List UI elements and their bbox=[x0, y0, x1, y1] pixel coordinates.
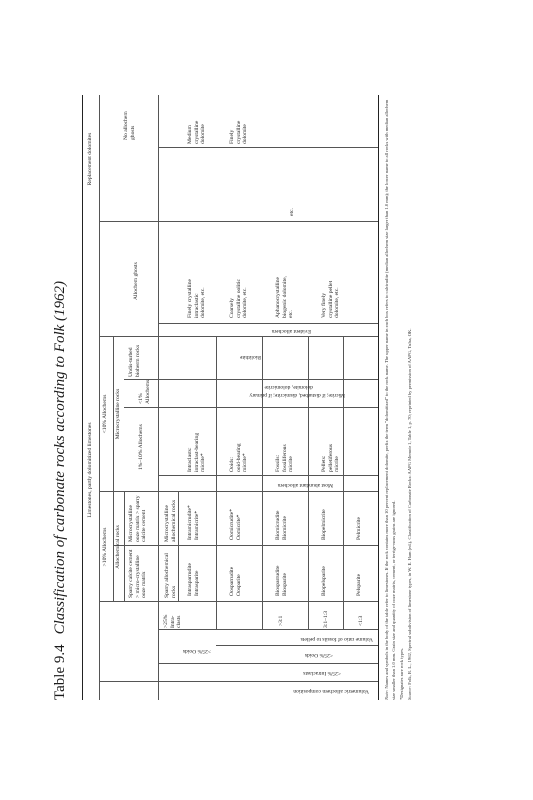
column-rule bbox=[158, 663, 378, 664]
micro-col-pellets: Pellets: pelletiferous micrite bbox=[321, 444, 341, 472]
label-dolomite-dolomicrite: dolomite, dolomicrite bbox=[264, 384, 313, 390]
column-rule bbox=[99, 336, 378, 337]
table-title-text: Classification of carbonate rocks according to Folk (1962) bbox=[52, 280, 68, 635]
column-rule bbox=[158, 323, 378, 324]
replacement-etc: etc. bbox=[289, 208, 295, 216]
asterisk-note: *Designates rare rock types. bbox=[398, 647, 404, 700]
sparry-row-fossils: Biosparrudite Biosparite bbox=[275, 565, 288, 596]
header-replacement-dolomites: Replacement dolomites bbox=[87, 132, 93, 186]
header-microcrystalline-rocks: Microcrystalline rocks bbox=[115, 388, 121, 440]
micro-row-intraclasts: Intramicrudite* Intramicrite* bbox=[187, 505, 200, 540]
micro-row-biopel: Biopelmicrite bbox=[321, 509, 327, 540]
no-ghost-row-2: Finely crystalline dolomite bbox=[229, 120, 249, 144]
header-rule bbox=[99, 95, 100, 700]
column-rule bbox=[99, 221, 378, 222]
label-ratio-lt13: <1:3 bbox=[358, 615, 364, 626]
micro-row-fossils: Biomicrudite Biomicrite bbox=[275, 510, 288, 540]
note-label: Note: bbox=[384, 689, 389, 700]
note-paragraph bbox=[384, 95, 398, 700]
sparry-row-intraclasts: Intrasparrudite Intrasparite bbox=[187, 563, 200, 596]
column-rule bbox=[99, 491, 378, 492]
header-gt10-allochems: >10% Allochems bbox=[102, 527, 108, 567]
micro-col-fossils: Fossils: fossiliferous micrite bbox=[275, 444, 295, 472]
header-rule bbox=[178, 492, 179, 602]
header-micro-matrix: Microcrystalline ooze matrix > sparry calcite cement bbox=[128, 495, 148, 542]
label-lt25-intraclasts: <25% Intraclasts bbox=[303, 670, 341, 676]
sparry-row-biopel: Biopelsparite bbox=[321, 566, 327, 596]
label-biolithite: Biolithite bbox=[239, 354, 261, 360]
column-rule bbox=[113, 545, 378, 546]
row-rule bbox=[343, 337, 344, 630]
replacement-row-2: Coarsely crystalline oolitic dolomite, etc. bbox=[229, 279, 249, 318]
source-label: Source: bbox=[406, 685, 412, 700]
label-lt25-ooids: <25% Ooids bbox=[304, 652, 333, 658]
header-sparry-allochemical-rocks: Sparry allochemical rocks bbox=[164, 553, 177, 598]
label-ratio-mid: 3:1–1:3 bbox=[323, 610, 329, 628]
folk-classification-table bbox=[82, 95, 379, 700]
label-most-abundant-allochem: Most abundant allochem bbox=[277, 482, 333, 488]
label-volume-ratio: Volume ratio of fossils to pellets bbox=[300, 636, 373, 642]
header-sparry-cement: Sparry calcite cement > micro-crystalline ooze matrix bbox=[128, 549, 148, 598]
header-no-allochem-ghosts: No allochem ghosts bbox=[123, 111, 136, 140]
column-rule bbox=[99, 681, 378, 682]
replacement-row-1: Finely crystalline intraclastic dolomite, etc. bbox=[187, 279, 207, 318]
column-rule bbox=[158, 475, 378, 476]
no-ghost-row-1: Medium crystalline dolomite bbox=[187, 120, 207, 144]
sparry-row-ooids: Oosparrudite Oosparite bbox=[229, 566, 242, 596]
column-rule bbox=[158, 629, 378, 630]
column-rule bbox=[158, 147, 378, 148]
label-gt25-intraclasts: >25% Intra-clasts bbox=[163, 614, 183, 628]
header-lt1-allochems: <1% Allochems bbox=[138, 379, 151, 404]
header-allochemical-rocks: Allochemical rocks bbox=[115, 525, 121, 569]
micro-col-ooids: Ooids: ooid-bearing micrite* bbox=[229, 443, 249, 472]
replacement-row-3: Aphanocrystalline biogenic dolomite, etc. bbox=[275, 276, 295, 318]
column-rule bbox=[124, 379, 378, 380]
label-micrite-disturbed: Micrite; if disturbed, dismicrite; if primary bbox=[249, 392, 345, 398]
note-text: Names and symbols in the body of the table refer to limestones. If the rock contains more than 10 percent replacement dolomite, prefix the term "dolomitized" to the rock name. The upper name in each box refers to calcirudite (median allochem size larger than 1.0 mm); the lower name to all rocks with median allochem size smaller than 1.0 mm. Grain size and quantity of ooze matrix, cement, or terrige-nous grains are ignored. bbox=[384, 99, 396, 700]
column-rule bbox=[216, 645, 378, 646]
column-rule bbox=[124, 407, 378, 408]
header-allochem-ghosts: Allochem ghosts bbox=[133, 262, 139, 300]
replacement-row-4: Very finely crystalline pellet dolomite, etc. bbox=[321, 280, 341, 318]
table-number: Table 9.4 bbox=[52, 644, 68, 700]
table-notes bbox=[384, 95, 415, 700]
source-paragraph bbox=[407, 95, 414, 700]
label-gt25-ooids: >25% Ooids bbox=[182, 648, 211, 654]
sparry-row-pellets: Pelsparite bbox=[356, 573, 362, 596]
header-rule bbox=[113, 337, 114, 602]
micro-col-intraclasts: Intraclasts: intraclast-bearing micrite* bbox=[187, 432, 207, 472]
micro-row-pellets: Pelmicrite bbox=[356, 517, 362, 540]
header-microcrystalline-allochemical-rocks: Microcrystalline allochemical rocks bbox=[164, 499, 177, 542]
header-lt10-allochems: <10% Allochems bbox=[102, 394, 108, 434]
source-text: Folk, R. L., 1962, Spectral subdivision of limestone types, in W. E. Ham (ed.), Classification of Carbonate Rocks: AAPG Memoir 1, Table 1, p. 70; reprinted by permission of AAPG, Tulsa, OK. bbox=[406, 328, 412, 685]
header-limestones: Limestones, partly dolomitized limestones bbox=[87, 422, 93, 518]
header-rule bbox=[158, 95, 159, 700]
label-ratio-gt31: >3:1 bbox=[278, 615, 284, 626]
table-title bbox=[52, 281, 69, 700]
micro-row-ooids: Oomicrudite* Oomicrite* bbox=[229, 508, 242, 540]
label-evident-allochem: Evident allochem bbox=[271, 328, 311, 334]
column-rule bbox=[99, 601, 378, 602]
header-1-10-allochems: 1%–10% Allochems bbox=[138, 424, 144, 470]
header-rule bbox=[124, 492, 125, 602]
row-rule bbox=[262, 337, 263, 630]
label-volumetric-composition: Volumetric allochem composition bbox=[293, 688, 369, 694]
header-undisturbed-bioherm: Undis-turbed bioherm rocks bbox=[128, 344, 141, 377]
row-rule bbox=[216, 337, 217, 630]
